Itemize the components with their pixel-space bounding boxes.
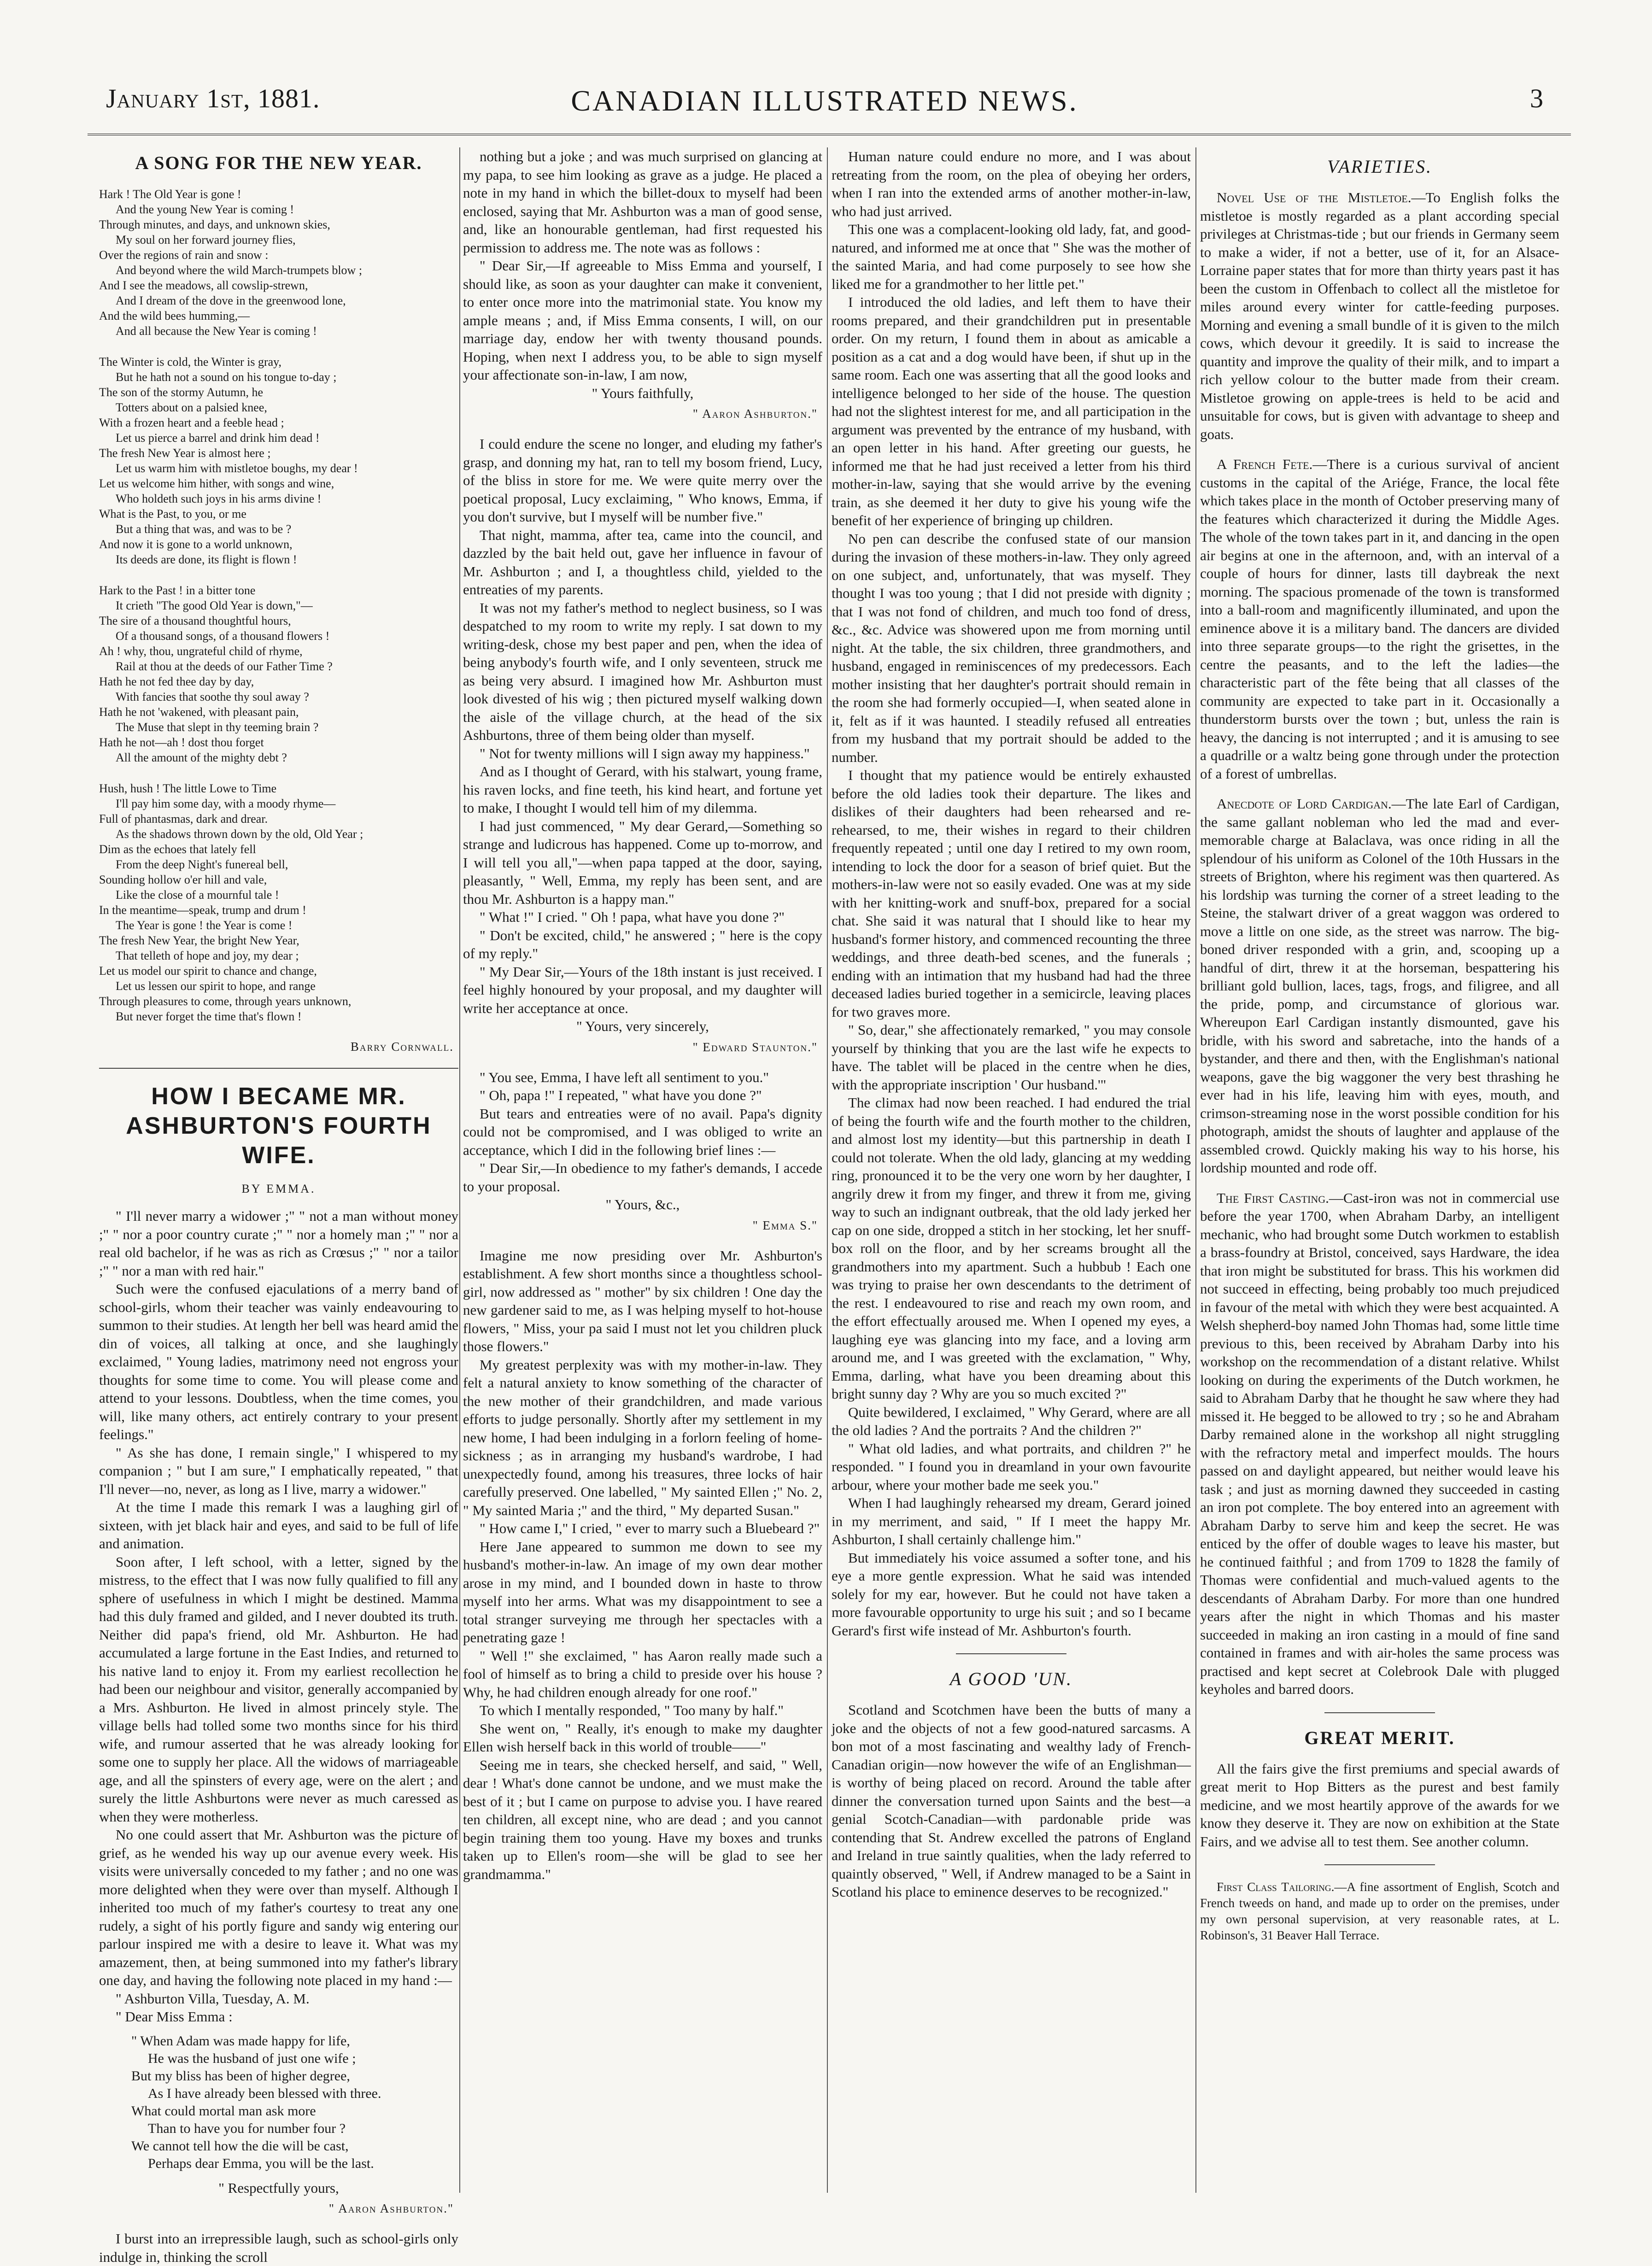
story-paragraph: " As she has done, I remain single," I whispered to my companion ; " but I am sure," I emphatically repeated, " that I'll never—no, never, as long as I live, marry a widower.": [99, 1444, 458, 1497]
great-merit-title: GREAT MERIT.: [1304, 1727, 1455, 1748]
poem-line: Hark ! The Old Year is gone !: [99, 187, 241, 201]
poem-line: Like the close of a mournful tale !: [116, 888, 279, 902]
poem-line: Of a thousand songs, of a thousand flowers !: [116, 629, 330, 643]
poem-line: The fresh New Year, the bright New Year,: [99, 934, 299, 947]
column-divider: [827, 147, 828, 2193]
story-paragraph: Here Jane appeared to summon me down to see my husband's mother-in-law. An image of my own dear mother arose in my mind, and I bounded down in haste to throw myself into her arms. What was my disappointment to see a total stranger surveying me through her spectacles with a penetrating gaze !: [463, 1538, 822, 1645]
story-letter-poem: [131, 2032, 458, 2172]
poem-line: Rail at thou at the deeds of our Father Time ?: [116, 660, 333, 673]
poem-line: Who holdeth such joys in his arms divine !: [116, 492, 322, 505]
poem-line: That telleth of hope and joy, my dear ;: [116, 949, 299, 962]
story-paragraph: " Not for twenty millions will I sign away my happiness.": [480, 745, 810, 761]
variety-heading: Anecdote of Lord Cardigan.: [1217, 796, 1392, 812]
story-paragraph: I had just commenced, " My dear Gerard,—Something so strange and ludicrous has happened. Come up to-morrow, and I will tell you all,"—when papa tapped at the door, saying, pleasantly, " Well, Emma, my reply has been sent, and are thou Mr. Ashburton is a happy man.": [463, 818, 822, 907]
story-paragraph: " What old ladies, and what portraits, and children ?" he responded. " I found you in dreamland in your own favourite arbour, where your mother bade me seek you.": [832, 1440, 1191, 1493]
letter-closing: " Yours, very sincerely,: [576, 1018, 709, 1034]
story-paragraph: No pen can describe the confused state of our mansion during the invasion of these mothers-in-law. They only agreed on one subject, and, unfortunately, that was myself. They thought I was too young ; that I did not preside with dignity ; that I was not fond of children, and much too fond of dress, &c., &c. Advice was showered upon me from morning until night. At the table, the six children, three grandmothers, and husband, engaged in reminiscences of my predecessors. Each mother insisting that her daughter's portrait should remain in the room she had formerly occupied—I, when seated alone in it, felt as if it was haunted. I steadily refused all entreaties from my husband that my portrait should be added to the number.: [832, 530, 1191, 765]
poem-line: " When Adam was made happy for life,: [131, 2033, 350, 2049]
story-paragraph: " Ashburton Villa, Tuesday, A. M.: [116, 1990, 310, 2007]
story-text-part-6: [832, 147, 1191, 1639]
poem-stanza: [99, 187, 458, 339]
poem-line: And I see the meadows, all cowslip-strewn,: [99, 279, 308, 292]
story-paragraph: But immediately his voice assumed a softer tone, and his eye a more gentle expression. What he said was intended solely for my ear, however. But he could not have taken a more favourable opportunity to urge his suit ; and so I became Gerard's first wife instead of Mr. Ashburton's fourth.: [832, 1549, 1191, 1639]
variety-text: —The late Earl of Cardigan, the same gallant nobleman who led the mad and ever-memorable charge at Balaclava, was once riding in all the splendour of his uniform as Colonel of the 10th Hussars in the streets of Brighton, where his regiment was then quartered. As his lordship was turning the corner of a street leading to the Steine, the stalwart driver of a great waggon was ordered to move a little on one side, as the street was narrow. The big-boned driver responded with a grin, and, scooping up a handful of dirt, threw it at the horseman, bespattering his brilliant gold bullion, laces, tags, frogs, and filigree, and all the pride, pomp, and circumstance of glorious war. Whereupon Earl Cardigan instantly dismounted, gave his bridle, with his sword and sabretache, into the hands of a bystander, and there and then, with the Englishman's national weapons, gave the big waggoner the very best thrashing he ever had in his life, leaving him with eyes, mouth, and crimson-streaming nose in the worst possible condition for his photograph, amidst the shouts of laughter and applause of the assembled crowd. Quickly making his way to his horse, his lordship mounted and rode off.: [1200, 796, 1559, 1176]
story-text-part-2: [463, 147, 822, 384]
variety-item: [1200, 455, 1559, 783]
poem-line: And the young New Year is coming !: [116, 203, 294, 216]
poem-line: The son of the stormy Autumn, he: [99, 386, 264, 399]
story-paragraph: " Dear Miss Emma :: [116, 2008, 233, 2025]
story-paragraph: " Dear Sir,—In obedience to my father's demands, I accede to your proposal.: [463, 1160, 822, 1194]
column-4: [1200, 147, 1559, 2202]
varieties-list: [1200, 188, 1559, 1698]
poem-line: Hath he not fed thee day by day,: [99, 675, 254, 688]
poem-line: Through minutes, and days, and unknown skies,: [99, 218, 330, 231]
variety-heading: A French Fete.: [1217, 456, 1313, 472]
poem-line: Its deeds are done, its flight is flown !: [116, 553, 297, 566]
letter-signature: " Emma S.": [752, 1218, 818, 1232]
masthead: [88, 69, 1562, 124]
variety-item: [1200, 795, 1559, 1177]
column-divider: [459, 147, 460, 2193]
poem-line: With fancies that soothe thy soul away ?: [116, 690, 309, 703]
story-paragraph: I could endure the scene no longer, and eluding my father's grasp, and donning my hat, ran to tell my bosom friend, Lucy, of the bliss in store for me. We were quite merry over the poetical proposal, Lucy exclaiming, " Who knows, Emma, if you don't survive, but I myself will be number five.": [463, 436, 822, 525]
story-text-part-5: [463, 1247, 822, 1884]
poem-line: Full of phantasmas, dark and drear.: [99, 812, 268, 826]
story-title: HOW I BECAME MR. ASHBURTON'S FOURTH WIFE.: [126, 1083, 432, 1169]
poem-line: Dim as the echoes that lately fell: [99, 843, 256, 856]
poem-line: From the deep Night's funereal bell,: [116, 858, 288, 871]
good-un-title: A GOOD 'UN.: [949, 1669, 1073, 1689]
column-divider: [1195, 147, 1196, 2193]
letter-signature: " Aaron Ashburton.": [692, 407, 818, 421]
poem-line: Hath he not 'wakened, with pleasant pain,: [99, 705, 299, 719]
story-paragraph: The climax had now been reached. I had endured the trial of being the fourth wife and the fourth mother to the children, and almost lost my identity—but this partnership in death I could not tolerate. When the old lady, glancing at my wedding ring, pronounced it to be the very one worn by her daughter, I angrily drew it from my finger, and threw it from me, giving way to such an indignant outbreak, that the old lady jerked her cap on one side, dropped a stitch in her stocking, let her snuff-box roll on the floor, and by her screams brought all the grandmothers into my apartment. Such a hubbub ! Each one was trying to praise her own descendants to the detriment of the rest. I endeavoured to rise and reach my own room, and the effort effectually aroused me. When I opened my eyes, a laughing eye was glancing into my face, and a loving arm around me, and I was greeted with the exclamation, " Why, Emma, darling, what have you been dreaming about this bright sunny day ? Why are you so much excited ?": [832, 1095, 1191, 1402]
story-paragraph: But tears and entreaties were of no avail. Papa's dignity could not be compromised, and I was obliged to write an acceptance, which I did in the following brief lines :—: [463, 1105, 822, 1158]
story-paragraph: This one was a complacent-looking old lady, fat, and good-natured, and informed me at once that " She was the mother of the sainted Maria, and had come purposely to see how she liked me for a grandmother to her little pet.": [832, 221, 1191, 292]
poem-line: Perhaps dear Emma, you will be the last.: [148, 2155, 374, 2171]
story-text-part-4: [463, 1068, 822, 1196]
story-text-part-3: [463, 435, 822, 1017]
story-paragraph: " Don't be excited, child," he answered ; " here is the copy of my reply.": [463, 927, 822, 961]
story-paragraph: And as I thought of Gerard, with his stalwart, young frame, his raven locks, and fine teeth, his kind heart, and fortune yet to make, I thought I would tell him of my dilemma.: [463, 763, 822, 816]
story-paragraph: nothing but a joke ; and was much surprised on glancing at my papa, to see him looking as grave as a judge. He placed a note in my hand in which the billet-doux to myself had been enclosed, saying that Mr. Ashburton was a man of good sense, and, like an honourable gentleman, had first requested his permission to address me. The note was as follows :: [463, 148, 822, 256]
story-paragraph: " Well !" she exclaimed, " has Aaron really made such a fool of himself as to bring a child to preside over his house ? Why, he had children enough already for one roof.": [463, 1647, 822, 1700]
letter-closing: " Respectfully yours,: [218, 2179, 339, 2196]
poem-stanza: [99, 781, 458, 1024]
tailoring-advert: [1200, 1879, 1559, 1944]
story-paragraph: Quite bewildered, I exclaimed, " Why Gerard, where are all the old ladies ? And the portraits ? And the children ?": [832, 1404, 1191, 1438]
story-paragraph: No one could assert that Mr. Ashburton was the picture of grief, as he wended his way up our avenue every week. His visits were universally conceded to my father ; and no one was more delighted when they were over than myself. Although I inherited too much of my father's courtesy to treat any one rudely, a sight of his portly figure and sandy wig entering our parlour inspired me with a desire to leave it. What was my amazement, then, at being summoned into my father's library one day, and having the following note placed in my hand :—: [99, 1827, 458, 1988]
story-paragraph: " You see, Emma, I have left all sentiment to you.": [480, 1069, 769, 1085]
issue-date: January 1st, 1881.: [106, 83, 320, 113]
letter-signature: " Aaron Ashburton.": [328, 2202, 454, 2215]
story-paragraph: " Dear Sir,—If agreeable to Miss Emma and yourself, I should like, as soon as your daughter can make it convenient, to enter once more into the matrimonial state. You know my ample means ; and, if Miss Emma consents, I will, on our marriage day, endow her with twenty thousand pounds. Hoping, when next I address you, to be able to sign myself your affectionate son-in-law, I am now,: [463, 258, 822, 383]
poem-line: Let us pierce a barrel and drink him dead !: [116, 431, 320, 445]
section-rule: [1324, 1712, 1435, 1713]
newspaper-title: CANADIAN ILLUSTRATED NEWS.: [571, 84, 1078, 117]
poem-line: Ah ! why, thou, ungrateful child of rhyme,: [99, 644, 303, 658]
poem-line: But my bliss has been of higher degree,: [131, 2068, 350, 2084]
column-1: [99, 147, 458, 2265]
poem-line: Over the regions of rain and snow :: [99, 248, 269, 262]
poem-line: Through pleasures to come, through years unknown,: [99, 995, 351, 1008]
story-paragraph: " How came I," I cried, " ever to marry such a Bluebeard ?": [480, 1520, 820, 1536]
section-rule: [99, 1068, 458, 1069]
story-paragraph: I introduced the old ladies, and left them to have their rooms prepared, and their grandchildren put in presentable order. On my return, I found them in about as amicable a position as a cat and a dog would have been, if shut up in the same room. Each one was asserting that all the good looks and intelligence belonged to her side of the house. The question had not the slightest interest for me, and all participation in the argument was prevented by the entrance of my husband, with an open letter in his hand. After greeting our guests, he informed me that he had just received a letter from his third mother-in-law, saying that she would arrive by the evening train, as she deemed it her duty to give his young wife the benefit of her experience of bringing up children.: [832, 294, 1191, 528]
variety-heading: Novel Use of the Mistletoe.: [1217, 189, 1412, 205]
story-paragraph: I burst into an irrepressible laugh, such as school-girls only indulge in, thinking the scroll: [99, 2231, 458, 2265]
poem-line: And now it is gone to a world unknown,: [99, 538, 293, 551]
poem-line: Hush, hush ! The little Lowe to Time: [99, 782, 277, 795]
poem-line: As the shadows thrown down by the old, Old Year ;: [116, 827, 363, 841]
poem-line: What is the Past, to you, or me: [99, 507, 246, 521]
poem-line: It crieth "The good Old Year is down,"—: [116, 599, 313, 612]
variety-item: [1200, 1189, 1559, 1698]
poem-line: With a frozen heart and a feeble head ;: [99, 416, 284, 429]
variety-item: [1200, 188, 1559, 443]
story-paragraph: Imagine me now presiding over Mr. Ashburton's establishment. A few short months since a thoughtless school-girl, now addressed as " mother" by six children ! One day the new gardener said to me, as I was helping myself to hot-house flowers, " Miss, your pa said I must not let you children pluck those flowers.": [463, 1247, 822, 1354]
section-rule: [1324, 1864, 1435, 1865]
poem-line: The sire of a thousand thoughtful hours,: [99, 614, 291, 627]
story-paragraph: That night, mamma, after tea, came into the council, and dazzled by the bait held out, gave her influence in favour of Mr. Ashburton ; and I, a thoughtless child, yielded to the entreaties of my parents.: [463, 527, 822, 597]
page-number: 3: [1530, 83, 1543, 113]
poem-line: The Winter is cold, the Winter is gray,: [99, 355, 281, 369]
poem-line: But he hath not a sound on his tongue to-day ;: [116, 370, 337, 384]
poem-line: The Year is gone ! the Year is come !: [116, 919, 293, 932]
poem-line: But never forget the time that's flown !: [116, 1010, 302, 1023]
story-paragraph: Soon after, I left school, with a letter, signed by the mistress, to the effect that I was now fully qualified to fill any sphere of usefulness in which I might be destined. Mamma had this duly framed and gilded, and I never doubted its truth. Neither did papa's friend, old Mr. Ashburton. He had accumulated a large fortune in the East Indies, and returned to his native land to enjoy it. From my earliest recollection he had been our neighbour and visitor, generally accompanied by a Mrs. Ashburton. He lived in almost princely style. The village bells had tolled some two months since for his third wife, and rumour asserted that he was already looking for some one to supply her place. All the widows of marriageable age, and all the spinsters of every age, were on the alert ; and surely the little Ashburtons were never as much caressed as when they were motherless.: [99, 1553, 458, 1825]
poem-line: What could mortal man ask more: [131, 2103, 316, 2119]
section-rule: [956, 1653, 1066, 1654]
poem-stanza: [99, 354, 458, 567]
great-merit-text: All the fairs give the first premiums and special awards of great merit to Hop Bitters as the purest and best family medicine, and we most heartily approve of the awards for we know they deserve it. They are now on exhibition at the State Fairs, and we advise all to test them. See another column.: [1200, 1760, 1559, 1850]
poem-line: And all because the New Year is coming !: [116, 324, 317, 338]
poem-line: All the amount of the mighty debt ?: [116, 751, 287, 764]
story-paragraph: She went on, " Really, it's enough to make my daughter Ellen wish herself back in this world of trouble——": [463, 1720, 822, 1755]
column-3: [832, 147, 1191, 2202]
story-paragraph: " My Dear Sir,—Yours of the 18th instant is just received. I feel highly honoured by your proposal, and my daughter will write her acceptance at once.: [463, 963, 822, 1016]
story-text-part-1: [99, 1207, 458, 2026]
poem-line: The Muse that slept in thy teeming brain ?: [116, 720, 319, 734]
poem-line: Let us model our spirit to chance and change,: [99, 964, 317, 978]
variety-text: —There is a curious survival of ancient customs in the capital of the Ariége, France, the local fête which takes place in the month of October preserving many of the features which characterized it during the Middle Ages. The whole of the town takes part in it, and dancing in the open air begins at one in the afternoon, and, with an interval of a couple of hours for dinner, lasts till daybreak the next morning. The spacious promenade of the town is transformed into a ball-room and magnificently illuminated, and upon the eminence above it is a military band. The dancers are divided into three separate groups—to the right the grisettes, in the centre the peasants, and to the left the ladies—the characteristic part of the fête being that all classes of the community are expected to take part in it. Occasionally a thunderstorm bursts over the town ; but, unless the rain is heavy, the dancing is not interrupted ; and it is amusing to see a quadrille or a waltz being gone through under the protection of a forest of umbrellas.: [1200, 456, 1559, 782]
poem-line: The fresh New Year is almost here ;: [99, 446, 271, 460]
story-paragraph: " What !" I cried. " Oh ! papa, what have you done ?": [480, 909, 785, 925]
poem-line: My soul on her forward journey flies,: [116, 233, 296, 246]
story-paragraph: Seeing me in tears, she checked herself, and said, " Well, dear ! What's done cannot be undone, and we must make the best of it ; but I came on purpose to advise you. I have reared ten children, all except nine, who are dead ; and you cannot begin training them too young. Have my boxes and trunks taken up to Ellen's room—she will be glad to see her grandmamma.": [463, 1757, 822, 1882]
song-author: Barry Cornwall.: [350, 1040, 454, 1054]
column-2: [463, 147, 822, 2202]
story-byline: BY EMMA.: [241, 1182, 316, 1195]
story-paragraph: When I had laughingly rehearsed my dream, Gerard joined in my merriment, and said, " If I meet the happy Mr. Ashburton, I shall certainly challenge him.": [832, 1495, 1191, 1547]
varieties-title: VARIETIES.: [1327, 156, 1433, 177]
story-paragraph: I thought that my patience would be entirely exhausted before the old ladies took their departure. The likes and dislikes of their daughters had been rehearsed and re-rehearsed, to me, their wishes in regard to their children frequently repeated ; until one day I retired to my own room, intending to lock the door for a season of brief quiet. But the mothers-in-law were not so easily evaded. One was at my side with her knitting-work and snuff-box, prepared for a social chat. She said it was natural that I should like to hear my husband's former history, and commenced recounting the three weddings, and three death-bed scenes, and the funerals ; ending with an intimation that my husband had had the three deceased ladies buried together in a semicircle, leaving places for two graves more.: [832, 767, 1191, 1020]
song-title: A SONG FOR THE NEW YEAR.: [135, 152, 422, 173]
poem-line: Let us warm him with mistletoe boughs, my dear !: [116, 462, 358, 475]
poem-line: I'll pay him some day, with a moody rhyme—: [116, 797, 336, 810]
poem-line: Let us lessen our spirit to hope, and range: [116, 979, 316, 993]
poem-line: As I have already been blessed with three.: [148, 2085, 381, 2101]
story-paragraph: Such were the confused ejaculations of a merry band of school-girls, whom their teacher was vainly endeavouring to summon to their studies. At length her bell was heard amid the din of voices, all talking at once, and she laughingly exclaimed, " Young ladies, matrimony need not engross your thoughts for some time to come. You will please come and attend to your lessons. Doubtless, when the time comes, you will, like many others, act entirely contrary to your present feelings.": [99, 1281, 458, 1442]
letter-closing: " Yours faithfully,: [592, 385, 694, 401]
poem-stanza: [99, 583, 458, 765]
poem-line: Than to have you for number four ?: [148, 2120, 346, 2136]
poem-line: Totters about on a palsied knee,: [116, 401, 267, 414]
poem-line: He was the husband of just one wife ;: [148, 2050, 356, 2066]
poem-line: We cannot tell how the die will be cast,: [131, 2138, 349, 2154]
poem-line: Hark to the Past ! in a bitter tone: [99, 584, 256, 597]
poem-line: But a thing that was, and was to be ?: [116, 522, 292, 536]
story-paragraph: At the time I made this remark I was a laughing girl of sixteen, with jet black hair and eyes, and said to be full of life and animation.: [99, 1499, 458, 1552]
story-paragraph: My greatest perplexity was with my mother-in-law. They felt a natural anxiety to know something of the character of the new mother of their grandchildren, and made various efforts to judge personally. Shortly after my settlement in my new home, I had been indulging in a forlorn feeling of home-sickness ; as in arranging my husband's wardrobe, I had unexpectedly found, among his treasures, three locks of hair carefully preserved. One labelled, " My sainted Ellen ;" No. 2, " My sainted Maria ;" and the third, " My departed Susan.": [463, 1356, 822, 1518]
letter-closing: " Yours, &c.,: [605, 1196, 680, 1212]
advert-text: —A fine assortment of English, Scotch and French tweeds on hand, and made up to order on the premises, under my own personal supervision, at very reasonable rates, at L. Robinson's, 31 Beaver Hall Terrace.: [1200, 1880, 1560, 1942]
poem-line: Hath he not—ah ! dost thou forget: [99, 736, 264, 749]
letter-signature: " Edward Staunton.": [692, 1040, 818, 1054]
story-paragraph: Human nature could endure no more, and I was about retreating from the room, on the plea of obeying her orders, when I ran into the extended arms of another mother-in-law, who had just arrived.: [832, 148, 1191, 219]
story-paragraph: To which I mentally responded, " Too many by half.": [480, 1702, 784, 1718]
story-paragraph: " I'll never marry a widower ;" " not a man without money ;" " nor a poor country curate ;" " nor a homely man ;" " nor a real old bachelor, if he was as rich as Crœsus ;" " nor a tailor ;" " nor a man with red hair.": [99, 1208, 458, 1279]
variety-text: —Cast-iron was not in commercial use before the year 1700, when Abraham Darby, an intelligent mechanic, who had brought some Dutch workmen to establish a brass-foundry at Bristol, conceived, says Hardware, the idea that iron might be substituted for brass. This his workmen did not succeed in effecting, being probably too much prejudiced in favour of the metal with which they were best acquainted. A Welsh shepherd-boy named John Thomas had, some little time previous to this, been received by Abraham Darby into his workshop on the recommendation of a distant relative. Whilst looking on during the experiments of the Dutch workmen, he said to Abraham Darby that he thought he saw where they had missed it. He begged to be allowed to try ; so he and Abraham Darby remained alone in the workshop all night struggling with the refractory metal and imperfect moulds. The hours passed on and daylight appeared, but neither would leave his task ; and just as morning dawned they succeeded in casting an iron pot complete. The boy entered into an agreement with Abraham Darby to serve him and keep the secret. He was enticed by the offer of double wages to leave his master, but he continued faithful ; and from 1709 to 1828 the family of Thomas were confidential and much-valued agents to the descendants of Abraham Darby. For more than one hundred years after the night in which Thomas and his master succeeded in making an iron casting in a mould of fine sand contained in frames and with air-holes the same process was practised and kept secret at Colebrook Dale with plugged keyholes and barred doors.: [1200, 1189, 1559, 1697]
story-paragraph: " Oh, papa !" I repeated, " what have you done ?": [480, 1087, 762, 1103]
story-paragraph: It was not my father's method to neglect business, so I was despatched to my room to write my reply. I sat down to my writing-desk, chose my best paper and pen, when the idea of being anybody's fourth wife, and I only seventeen, struck me as being very absurd. I imagined how Mr. Ashburton must look divested of his wig ; then pictured myself walking down the aisle of the village church, at the head of the six Ashburtons, three of them being older than myself.: [463, 599, 822, 743]
story-paragraph: " So, dear," she affectionately remarked, " you may console yourself by thinking that you are the last wife he expects to have. The tablet will be placed in the centre when he dies, with the appropriate inscription ' Our husband.'": [832, 1022, 1191, 1093]
song-poem: [99, 187, 458, 1024]
header-rule: [88, 134, 1571, 135]
variety-text: —To English folks the mistletoe is mostly regarded as a plant according special privileges at Christmas-tide ; but our friends in Germany seem to make a wider, if not a better, use of it, for an Alsace-Lorraine paper states that for more than thirty years past it has been the custom in Offenbach to collect all the mistletoe for miles around every winter for cattle-feeding purposes. Morning and evening a small bundle of it is given to the milch cows, which devour it greedily. It is said to increase the quantity and improve the quality of their milk, and to impart a rich yellow colour to the butter made from their cream. Mistletoe growing on apple-trees is held to be acid and unsuitable for cows, but is given with advantage to sheep and goats.: [1200, 189, 1559, 442]
poem-line: And the wild bees humming,—: [99, 309, 250, 322]
poem-line: Sounding hollow o'er hill and vale,: [99, 873, 267, 886]
good-un-text: Scotland and Scotchmen have been the butts of many a joke and the objects of not a few good-natured sarcasms. A bon mot of a most fascinating and wealthy lady of French-Canadian origin—now however the wife of an Englishman—is worthy of being placed on record. Around the table after dinner the conversation turned upon Saints and the best—a genial Scotch-Canadian—with pardonable pride was contending that St. Andrew excelled the patrons of England and Ireland in true saintly qualities, when the lady referred to quaintly observed, " Well, if Andrew managed to be a Saint in Scotland his place to eminence deserves to be recognized.": [832, 1702, 1191, 1900]
poem-line: Let us welcome him hither, with songs and wine,: [99, 477, 334, 490]
poem-line: And beyond where the wild March-trumpets blow ;: [116, 263, 363, 277]
variety-heading: The First Casting.: [1217, 1189, 1329, 1206]
poem-line: In the meantime—speak, trump and drum !: [99, 903, 306, 917]
poem-line: And I dream of the dove in the greenwood lone,: [116, 294, 346, 307]
advert-heading: First Class Tailoring.: [1217, 1880, 1335, 1894]
